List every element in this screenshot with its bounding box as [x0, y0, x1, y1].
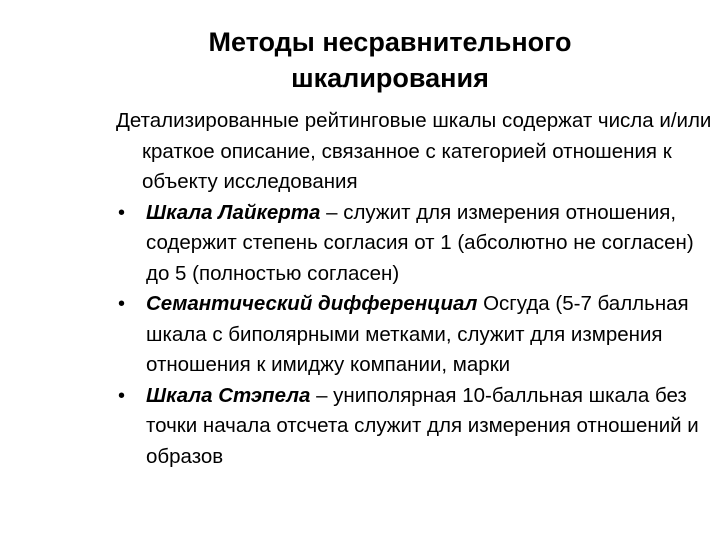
bullet-item-likert [116, 198, 716, 290]
bullet-text: Осгуда (5-7 балльная шкала с биполярными метками, служит для измрения отношения к имиджу компании, марки [146, 292, 689, 376]
bullet-term: Семантический дифференциал [146, 292, 478, 315]
bullet-text: – служит для измерения отношения, содержит степень согласия от 1 (абсолютно не согласен) до 5 (полностью согласен) [146, 200, 694, 285]
bullet-dot-icon: • [118, 384, 126, 407]
slide-title: Методы несравнительного шкалирования [208, 27, 572, 93]
bullet-text: – униполярная 10-балльная шкала без точки начала отсчета служит для измерения отношений и образов [146, 383, 699, 468]
bullet-item-stapel [116, 381, 716, 473]
bullet-item-semantic-differential [116, 289, 716, 381]
slide-body [116, 106, 716, 472]
bullet-term: Шкала Стэпела [146, 383, 311, 407]
bullet-dot-icon: • [118, 293, 126, 315]
bullet-list [116, 198, 716, 473]
intro-paragraph: Детализированные рейтинговые шкалы содержат числа и/или краткое описание, связанное с категорией отношения к объекту исследования [116, 109, 712, 193]
bullet-dot-icon: • [118, 201, 126, 224]
bullet-term: Шкала Лайкерта [146, 200, 321, 224]
